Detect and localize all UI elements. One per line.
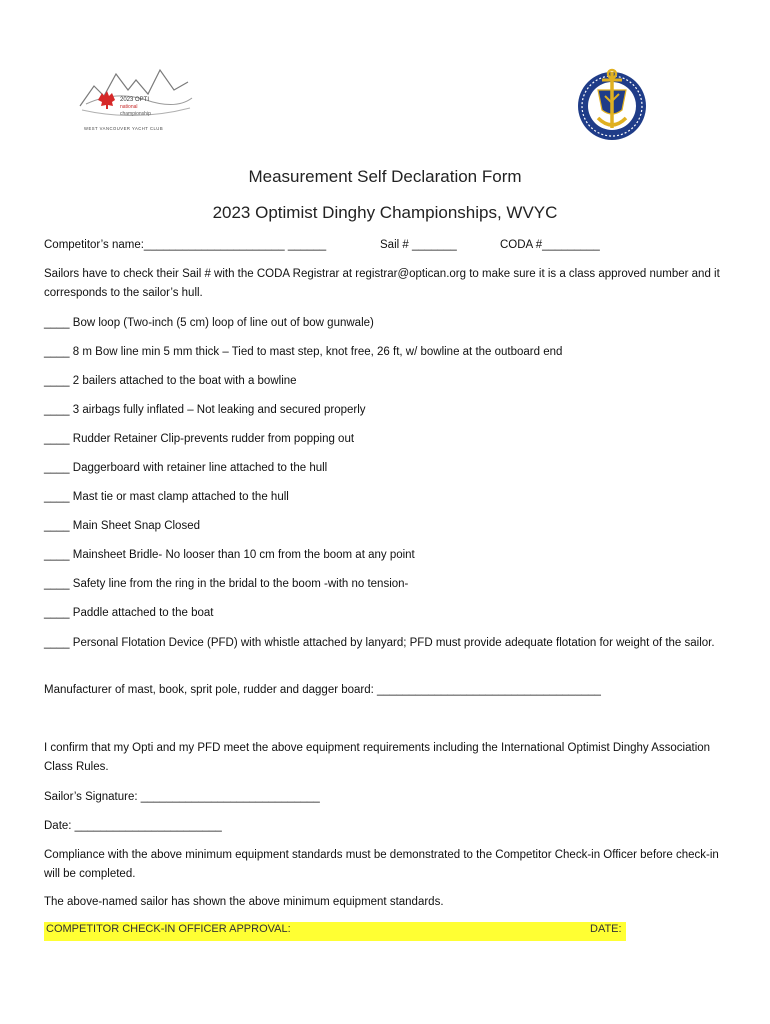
logo-text-line-3: championship <box>120 111 151 117</box>
club-badge <box>574 66 650 144</box>
checklist-item-safety-line[interactable]: ____ Safety line from the ring in the bridal to the boom -with no tension- <box>44 578 409 590</box>
form-title: Measurement Self Declaration Form <box>248 167 522 186</box>
compliance-note: Compliance with the above minimum equipment standards must be demonstrated to the Competitor Check-in Officer before check-in will be completed. <box>44 849 719 880</box>
checklist-item-bow-line[interactable]: ____ 8 m Bow line min 5 mm thick – Tied to mast step, knot free, 26 ft, w/ bowline at the outboard end <box>44 346 563 358</box>
logo-text-line-2: national <box>120 104 138 110</box>
competitor-name-field[interactable]: Competitor’s name:______________________ ______ <box>44 239 327 251</box>
anchor-badge-icon <box>574 66 650 144</box>
checklist-item-rudder-clip[interactable]: ____ Rudder Retainer Clip-prevents rudder from popping out <box>44 433 355 445</box>
checklist-item-main-sheet-snap[interactable]: ____ Main Sheet Snap Closed <box>44 520 200 532</box>
competitor-row <box>44 236 734 255</box>
shown-statement: The above-named sailor has shown the above minimum equipment standards. <box>44 896 444 908</box>
checklist-item-airbags[interactable]: ____ 3 airbags fully inflated – Not leaking and secured properly <box>44 404 366 416</box>
championship-logo <box>76 60 196 136</box>
approval-date-label: DATE: <box>590 923 622 935</box>
officer-approval-label: COMPETITOR CHECK-IN OFFICER APPROVAL: <box>46 923 291 935</box>
checklist-item-bow-loop[interactable]: ____ Bow loop (Two-inch (5 cm) loop of line out of bow gunwale) <box>44 317 374 329</box>
form-subtitle: 2023 Optimist Dinghy Championships, WVYC <box>212 203 558 222</box>
logo-club-text: WEST VANCOUVER YACHT CLUB <box>84 126 164 131</box>
manufacturer-field[interactable]: Manufacturer of mast, book, sprit pole, rudder and dagger board: ___________________________________ <box>44 684 601 696</box>
coda-number-field[interactable]: CODA #_________ <box>500 239 600 251</box>
checklist-item-mast-tie[interactable]: ____ Mast tie or mast clamp attached to the hull <box>44 491 289 503</box>
checklist-item-paddle[interactable]: ____ Paddle attached to the boat <box>44 607 214 619</box>
checklist-item-bailers[interactable]: ____ 2 bailers attached to the boat with a bowline <box>44 375 297 387</box>
sail-number-field[interactable]: Sail # _______ <box>380 239 457 251</box>
intro-text: Sailors have to check their Sail # with the CODA Registrar at registrar@optican.org to make sure it is a class approved number and it corresponds to the sailor’s hull. <box>44 268 720 299</box>
checklist-item-daggerboard[interactable]: ____ Daggerboard with retainer line attached to the hull <box>44 462 328 474</box>
checklist-item-bridle[interactable]: ____ Mainsheet Bridle- No looser than 10 cm from the boom at any point <box>44 549 415 561</box>
logo-text-line-1: 2023 OPTI <box>120 97 150 103</box>
date-field[interactable]: Date: _______________________ <box>44 820 222 832</box>
signature-field[interactable]: Sailor’s Signature: ____________________________ <box>44 791 320 803</box>
mountain-logo-icon <box>76 60 196 136</box>
checklist-item-pfd[interactable]: ____ Personal Flotation Device (PFD) with whistle attached by lanyard; PFD must provide adequate flotation for weight of the sailor. <box>44 637 715 649</box>
confirmation-statement: I confirm that my Opti and my PFD meet the above equipment requirements including the International Optimist Dinghy Association Class Rules. <box>44 742 711 773</box>
